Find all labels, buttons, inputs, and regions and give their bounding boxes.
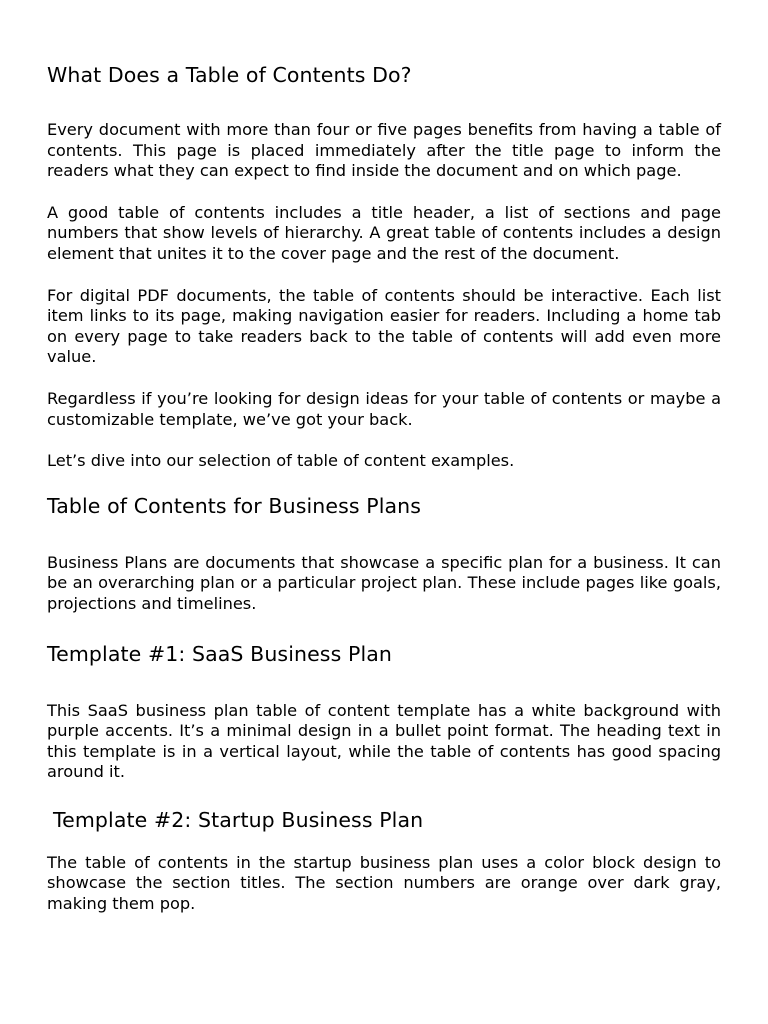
main-heading: What Does a Table of Contents Do? (47, 63, 412, 87)
intro-paragraph-4: Regardless if you’re looking for design ideas for your table of contents or maybe a customizable template, we’ve got your back. (47, 388, 721, 429)
intro-paragraph-3: For digital PDF documents, the table of contents should be interactive. Each list item links to its page, making navigation easier for readers. Including a home tab on every page to take readers back to the table of contents will add even more value. (47, 285, 721, 367)
intro-paragraph-1: Every document with more than four or five pages benefits from having a table of contents. This page is placed immediately after the title page to inform the readers what they can expect to find inside the document and on which page. (47, 120, 721, 181)
intro-paragraph-5: Let’s dive into our selection of table of content examples. (47, 451, 515, 471)
template-2-paragraph: The table of contents in the startup business plan uses a color block design to showcase the section titles. The section numbers are orange over dark gray, making them pop. (47, 852, 721, 914)
business-plans-heading: Table of Contents for Business Plans (47, 493, 422, 518)
business-plans-paragraph: Business Plans are documents that showcase a specific plan for a business. It can be an overarching plan or a particular project plan. These include pages like goals, projections and timelines. (47, 552, 721, 613)
template-1-paragraph: This SaaS business plan table of content template has a white background with purple accents. It’s a minimal design in a bullet point format. The heading text in this template is in a vertical layout, while the table of contents has good spacing around it. (47, 700, 721, 782)
intro-paragraph-2: A good table of contents includes a title header, a list of sections and page numbers that show levels of hierarchy. A great table of contents includes a design element that unites it to the cover page and the rest of the document. (47, 202, 721, 263)
template-1-heading: Template #1: SaaS Business Plan (47, 641, 392, 666)
template-2-heading: Template #2: Startup Business Plan (53, 807, 424, 832)
